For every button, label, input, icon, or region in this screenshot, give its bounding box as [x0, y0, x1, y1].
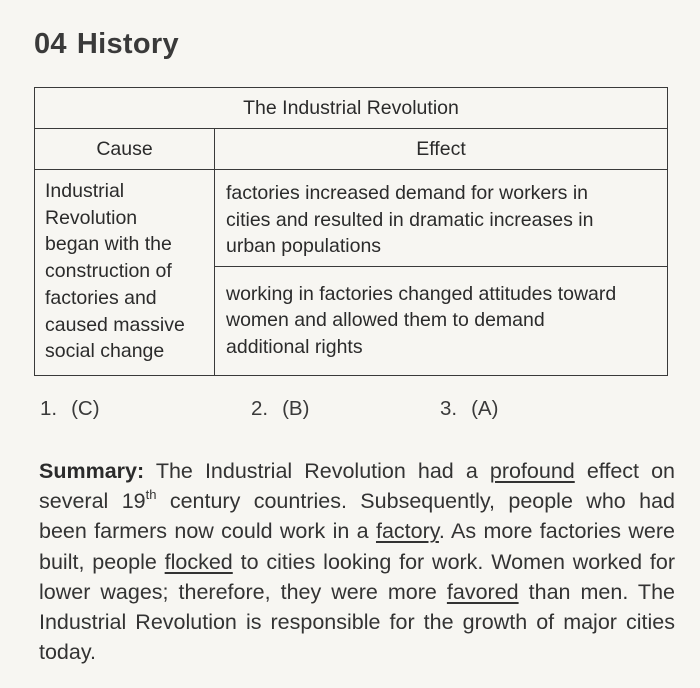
- vocab-word: flocked: [164, 549, 233, 574]
- section-number: 04: [34, 28, 67, 60]
- answer-choice: (C): [71, 397, 100, 420]
- effect-cell-2: [215, 266, 668, 375]
- cause-cell: [35, 170, 215, 376]
- effect-line: working in factories changed attitudes toward: [226, 282, 617, 305]
- effect-line: cities and resulted in dramatic increases in: [226, 208, 594, 231]
- cause-effect-table: [34, 87, 668, 376]
- effect-header: Effect: [215, 129, 668, 170]
- cause-line: began with the: [45, 233, 172, 256]
- summary-text: century countries. Subsequently, people who had been farmers now could work in a: [39, 489, 675, 544]
- effect-line: factories increased demand for workers in: [226, 182, 588, 204]
- answer-item: [251, 397, 309, 421]
- answer-number: 3.: [440, 397, 458, 420]
- cause-line: factories and: [45, 286, 157, 309]
- cause-line: construction of: [45, 260, 172, 283]
- summary-text: effect on several 19: [39, 459, 675, 514]
- summary-text: . As more factories were built, people: [39, 519, 675, 574]
- answer-number: 1.: [40, 397, 58, 420]
- effect-cell-1: [215, 170, 668, 267]
- summary-text: to cities looking for work. Women worked for lower wages; therefore, they were more: [39, 549, 675, 604]
- section-heading: [34, 28, 179, 61]
- answer-choice: (A): [471, 397, 499, 420]
- cause-line: Revolution: [45, 206, 138, 229]
- summary-label: Summary:: [39, 459, 145, 483]
- effect-line: additional rights: [226, 335, 363, 358]
- effect-line: urban populations: [226, 235, 382, 257]
- cause-line: social change: [45, 340, 165, 363]
- vocab-word: favored: [446, 579, 519, 604]
- table-title: The Industrial Revolution: [35, 88, 668, 129]
- summary-text: than men. The Industrial Revolution is responsible for the growth of major cities today.: [39, 579, 675, 665]
- section-title: History: [76, 28, 179, 60]
- cause-header: Cause: [35, 129, 215, 170]
- vocab-word: factory: [375, 519, 439, 544]
- cause-line: Industrial: [45, 180, 125, 202]
- summary-paragraph: [39, 456, 675, 667]
- answer-item: [440, 397, 498, 421]
- answer-choice: (B): [282, 397, 310, 420]
- summary-text: The Industrial Revolution had a: [144, 459, 490, 483]
- effect-line: women and allowed them to demand: [226, 309, 545, 331]
- answer-item: [40, 397, 100, 421]
- answer-number: 2.: [251, 397, 269, 420]
- ordinal-suffix: th: [145, 487, 157, 503]
- cause-line: caused massive: [45, 313, 185, 336]
- vocab-word: profound: [489, 459, 575, 483]
